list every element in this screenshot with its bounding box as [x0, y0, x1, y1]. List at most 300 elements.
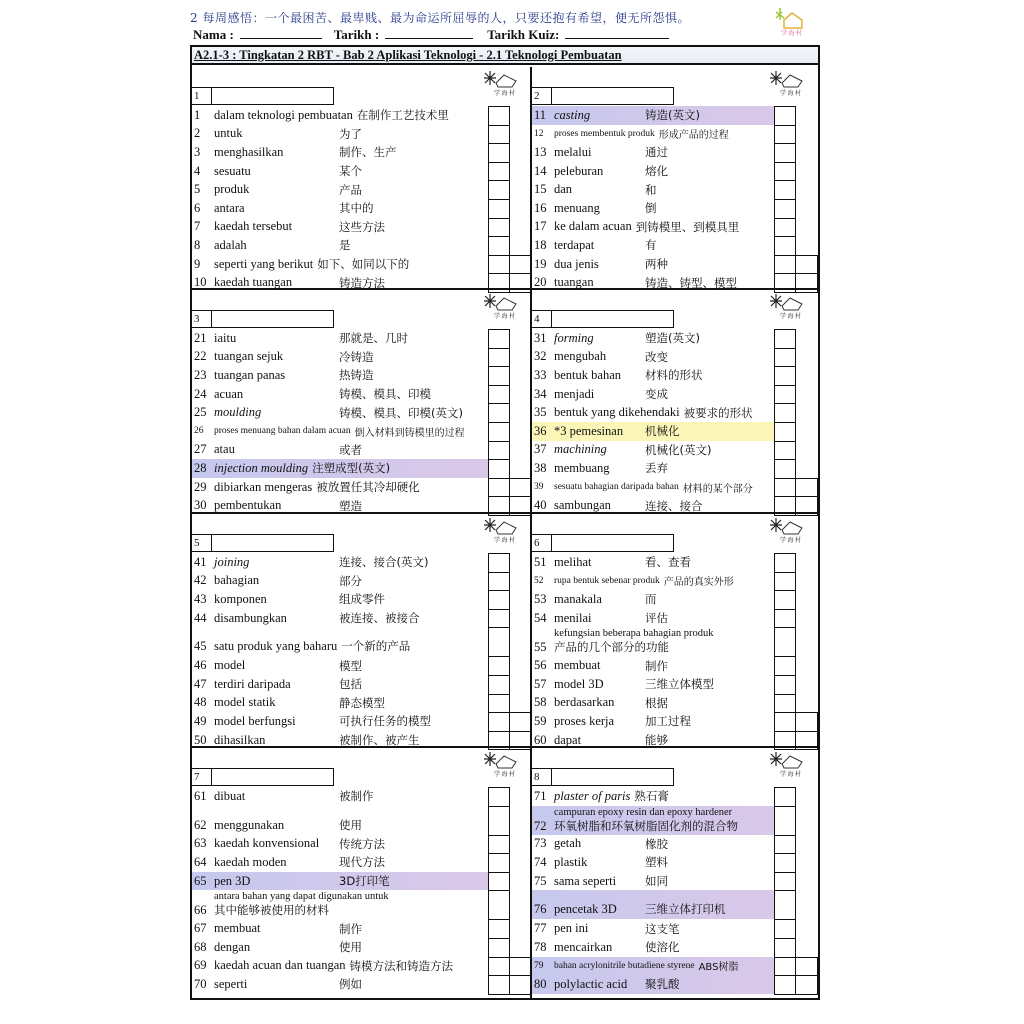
- chinese-translation: 这支笔: [645, 921, 680, 936]
- malay-term: pencetak 3D: [554, 902, 617, 917]
- chinese-translation: ABS树脂: [698, 962, 739, 974]
- item-number: 29: [194, 479, 207, 494]
- answer-box[interactable]: [774, 957, 796, 977]
- malay-term: rupa bentuk sebenar produk: [554, 575, 660, 586]
- chinese-translation: 机械化(英文): [645, 442, 712, 457]
- item-number: 16: [534, 200, 547, 215]
- answer-box[interactable]: [488, 890, 510, 920]
- vocab-row: [532, 835, 774, 854]
- malay-term: melalui: [554, 144, 592, 159]
- item-number: 47: [194, 676, 207, 691]
- section-name-field[interactable]: [212, 768, 334, 786]
- item-number: 6: [194, 200, 201, 215]
- item-number: 56: [534, 658, 547, 673]
- malay-term: seperti: [214, 976, 248, 991]
- vocab-row: [532, 366, 774, 385]
- answer-box-extra[interactable]: [795, 957, 818, 977]
- malay-term: mengubah: [554, 349, 607, 364]
- malay-term: adalah: [214, 237, 247, 252]
- worksheet-title: A2.1-3 : Tingkatan 2 RBT - Bab 2 Aplikasi Teknologi - 2.1 Teknologi Pembuatan: [192, 47, 818, 65]
- item-number: 30: [194, 498, 207, 513]
- answer-box[interactable]: [488, 441, 510, 461]
- chinese-translation: 丢弃: [645, 461, 668, 476]
- item-number: 20: [534, 275, 547, 290]
- answer-box[interactable]: [774, 329, 796, 349]
- chinese-translation: 被连接、被接合: [339, 611, 420, 626]
- vocab-row: [192, 590, 488, 609]
- malay-term: manakala: [554, 591, 602, 606]
- answer-box[interactable]: [774, 627, 796, 657]
- chinese-translation: 可执行任务的模型: [339, 714, 431, 729]
- malay-term: proses membentuk produk: [554, 128, 655, 139]
- answer-box[interactable]: [774, 255, 796, 275]
- chinese-translation: 有: [645, 238, 657, 253]
- answer-box[interactable]: [774, 872, 796, 892]
- vocab-row: [532, 478, 774, 497]
- quiz-date-label: Tarikh Kuiz:: [487, 27, 560, 42]
- chinese-translation: 塑造: [339, 498, 362, 513]
- malay-term: plaster of paris: [554, 788, 631, 803]
- chinese-translation: 三维立体打印机: [645, 902, 726, 917]
- malay-term: pembentukan: [214, 498, 282, 513]
- answer-box[interactable]: [774, 106, 796, 126]
- item-number: 50: [194, 732, 207, 747]
- answer-box-extra[interactable]: [509, 957, 532, 977]
- section-number: 2: [532, 87, 552, 105]
- chinese-translation: 形成产品的过程: [658, 130, 729, 142]
- vocab-row: [532, 403, 774, 422]
- malay-term: berdasarkan: [554, 695, 615, 710]
- answer-box[interactable]: [488, 787, 510, 807]
- item-number: 55: [534, 640, 547, 655]
- answer-box[interactable]: [488, 125, 510, 145]
- chinese-translation: 那就是、几时: [339, 331, 408, 346]
- section-number: 5: [192, 534, 212, 552]
- item-number: 66: [194, 903, 207, 918]
- answer-box[interactable]: [774, 853, 796, 873]
- item-number: 37: [534, 442, 547, 457]
- answer-box[interactable]: [774, 385, 796, 405]
- item-number: 28: [194, 460, 207, 475]
- section-name-field[interactable]: [212, 534, 334, 552]
- vocab-row: [532, 106, 774, 125]
- malay-term: joining: [214, 554, 250, 569]
- malay-term: dapat: [554, 732, 582, 747]
- item-number: 39: [534, 482, 544, 493]
- item-number: 25: [194, 405, 207, 420]
- malay-term: mencairkan: [554, 939, 613, 954]
- vocab-row: [192, 366, 488, 385]
- chinese-translation: 制作: [645, 658, 668, 673]
- worksheet: [190, 45, 820, 1000]
- answer-box-extra[interactable]: [509, 975, 532, 995]
- answer-box[interactable]: [488, 656, 510, 676]
- malay-term: model 3D: [554, 676, 604, 691]
- answer-box-extra[interactable]: [795, 255, 818, 275]
- malay-term: terdiri daripada: [214, 676, 291, 691]
- answer-box[interactable]: [774, 218, 796, 238]
- section-5: [192, 514, 532, 748]
- vocab-row: [192, 627, 488, 656]
- answer-box-extra[interactable]: [509, 712, 532, 732]
- answer-box[interactable]: [774, 553, 796, 573]
- vocab-row: [192, 385, 488, 404]
- quiz-date-field[interactable]: [565, 27, 669, 39]
- section-2: [532, 67, 818, 290]
- section-number: 3: [192, 310, 212, 328]
- vocab-row: [192, 125, 488, 144]
- malay-term: menilai: [554, 610, 592, 625]
- answer-box[interactable]: [488, 366, 510, 386]
- chinese-translation: 静态模型: [339, 695, 385, 710]
- chinese-translation: 连接、接合: [645, 498, 703, 513]
- malay-term: sama seperti: [554, 873, 617, 888]
- malay-term: kaedah tersebut: [214, 219, 293, 234]
- item-number: 9: [194, 256, 201, 271]
- answer-box[interactable]: [774, 694, 796, 714]
- answer-box[interactable]: [488, 694, 510, 714]
- answer-box[interactable]: [774, 441, 796, 461]
- answer-box[interactable]: [488, 553, 510, 573]
- svg-text:学 海 村: 学 海 村: [494, 772, 516, 778]
- vocab-row: [192, 199, 488, 218]
- answer-box[interactable]: [488, 919, 510, 939]
- chinese-translation: 如同: [645, 874, 668, 889]
- vocab-row: [532, 459, 774, 478]
- malay-term: bentuk yang dikehendaki: [554, 405, 680, 420]
- answer-box[interactable]: [488, 627, 510, 657]
- vocab-row: [192, 835, 488, 854]
- malay-term: dibiarkan mengeras: [214, 479, 313, 494]
- answer-box[interactable]: [488, 329, 510, 349]
- item-number: 46: [194, 658, 207, 673]
- name-field[interactable]: [240, 27, 322, 39]
- answer-box[interactable]: [774, 180, 796, 200]
- malay-term: ke dalam acuan: [554, 219, 632, 234]
- answer-box[interactable]: [774, 572, 796, 592]
- malay-term: machining: [554, 442, 607, 457]
- item-number: 10: [194, 275, 207, 290]
- malay-term: model statik: [214, 695, 276, 710]
- item-number: 61: [194, 788, 207, 803]
- section-number: 1: [192, 87, 212, 105]
- section-name-field[interactable]: [552, 310, 674, 328]
- chinese-translation: 改变: [645, 349, 668, 364]
- answer-box[interactable]: [774, 712, 796, 732]
- vocab-row: [192, 329, 488, 348]
- item-number: 72: [534, 818, 547, 833]
- vocab-row: [532, 422, 774, 441]
- answer-box[interactable]: [774, 403, 796, 423]
- chinese-translation: 热铸造: [339, 368, 374, 383]
- vocab-row: [532, 496, 774, 515]
- answer-box[interactable]: [774, 919, 796, 939]
- section-name-field[interactable]: [212, 310, 334, 328]
- chinese-translation: 材料的某个部分: [682, 483, 753, 495]
- answer-box[interactable]: [774, 236, 796, 256]
- answer-box[interactable]: [488, 853, 510, 873]
- chinese-translation: 铸模、模具、印模(英文): [339, 405, 463, 420]
- answer-box[interactable]: [774, 656, 796, 676]
- section-3: [192, 290, 532, 514]
- malay-term: peleburan: [554, 163, 604, 178]
- answer-box[interactable]: [774, 422, 796, 442]
- malay-term: model: [214, 658, 246, 673]
- vocab-row: [192, 218, 488, 237]
- vocab-row: [192, 180, 488, 199]
- answer-box[interactable]: [774, 366, 796, 386]
- answer-box-extra[interactable]: [795, 975, 818, 995]
- answer-box[interactable]: [488, 385, 510, 405]
- chinese-translation: 机械化: [645, 424, 680, 439]
- school-logo-icon: [772, 4, 806, 38]
- malay-term: injection moulding: [214, 460, 309, 475]
- malay-term: antara: [214, 200, 245, 215]
- vocab-row: [192, 694, 488, 713]
- vocab-row: [192, 787, 488, 806]
- malay-term: menjadi: [554, 386, 595, 401]
- vocab-row: [532, 890, 774, 919]
- chinese-translation: 能够: [645, 733, 668, 748]
- malay-term: dibuat: [214, 788, 246, 803]
- section-name-field[interactable]: [552, 87, 674, 105]
- item-number: 33: [534, 367, 547, 382]
- vocab-row: [532, 919, 774, 938]
- school-logo-icon: [768, 516, 806, 544]
- vocab-row: [532, 385, 774, 404]
- chinese-translation: 看、查看: [645, 555, 691, 570]
- vocab-row: [532, 441, 774, 460]
- vocab-row: [192, 975, 488, 994]
- answer-box[interactable]: [774, 787, 796, 807]
- chinese-translation: 在制作工艺技术里: [356, 108, 449, 123]
- answer-box[interactable]: [488, 590, 510, 610]
- chinese-translation: 变成: [645, 387, 668, 402]
- item-number: 17: [534, 219, 547, 234]
- section-name-field[interactable]: [552, 768, 674, 786]
- answer-box[interactable]: [488, 459, 510, 479]
- malay-term: casting: [554, 107, 591, 122]
- svg-text:学 海 村: 学 海 村: [780, 538, 802, 544]
- answer-box[interactable]: [488, 348, 510, 368]
- chinese-translation: 现代方法: [339, 855, 385, 870]
- answer-box[interactable]: [774, 162, 796, 182]
- section-7: [192, 748, 532, 1000]
- answer-box[interactable]: [774, 590, 796, 610]
- vocab-row: [192, 106, 488, 125]
- vocab-row: [192, 675, 488, 694]
- malay-term: plastik: [554, 854, 588, 869]
- vocab-row: [192, 919, 488, 938]
- chinese-translation: 使用: [339, 940, 362, 955]
- item-number: 41: [194, 554, 207, 569]
- item-number: 77: [534, 921, 547, 936]
- answer-box[interactable]: [774, 143, 796, 163]
- malay-term: antara bahan yang dapat digunakan untuk: [214, 891, 389, 903]
- vocab-row: [532, 236, 774, 255]
- malay-term: atau: [214, 442, 235, 457]
- chinese-translation: 环氧树脂和环氧树脂固化剂的混合物: [554, 818, 738, 833]
- answer-box[interactable]: [774, 199, 796, 219]
- answer-box[interactable]: [774, 975, 796, 995]
- answer-box[interactable]: [774, 806, 796, 836]
- item-number: 19: [534, 256, 547, 271]
- item-number: 53: [534, 591, 547, 606]
- school-logo-icon: [482, 69, 520, 97]
- answer-box-extra[interactable]: [795, 712, 818, 732]
- answer-box[interactable]: [488, 106, 510, 126]
- chinese-translation: 根据: [645, 695, 668, 710]
- vocab-row: [192, 162, 488, 181]
- answer-box[interactable]: [488, 835, 510, 855]
- answer-box[interactable]: [488, 162, 510, 182]
- answer-box[interactable]: [774, 478, 796, 498]
- item-number: 27: [194, 442, 207, 457]
- chinese-translation: 组成零件: [339, 592, 385, 607]
- chinese-translation: 倒入材料到铸模里的过程: [354, 427, 465, 439]
- item-number: 58: [534, 695, 547, 710]
- answer-box[interactable]: [488, 255, 510, 275]
- malay-term: model berfungsi: [214, 713, 296, 728]
- date-label: Tarikh :: [333, 27, 380, 42]
- item-number: 73: [534, 836, 547, 851]
- item-number: 13: [534, 144, 547, 159]
- school-logo-icon: [768, 69, 806, 97]
- malay-term: komponen: [214, 591, 267, 606]
- section-number: 7: [192, 768, 212, 786]
- vocab-row: [532, 787, 774, 806]
- item-number: 64: [194, 854, 207, 869]
- answer-box[interactable]: [488, 806, 510, 836]
- item-number: 43: [194, 591, 207, 606]
- answer-box[interactable]: [488, 478, 510, 498]
- answer-box[interactable]: [488, 218, 510, 238]
- section-number: 4: [532, 310, 552, 328]
- section-name-field[interactable]: [552, 534, 674, 552]
- malay-term: membuat: [554, 658, 601, 673]
- vocab-row: [192, 459, 488, 478]
- answer-box[interactable]: [488, 957, 510, 977]
- answer-box[interactable]: [774, 835, 796, 855]
- answer-box[interactable]: [774, 890, 796, 920]
- item-number: 5: [194, 182, 201, 197]
- answer-box[interactable]: [488, 180, 510, 200]
- malay-term: sambungan: [554, 498, 611, 513]
- item-number: 57: [534, 676, 547, 691]
- answer-box[interactable]: [774, 459, 796, 479]
- vocab-row: [532, 627, 774, 656]
- item-number: 7: [194, 219, 201, 234]
- vocab-row: [192, 441, 488, 460]
- item-number: 1: [194, 107, 201, 122]
- vocab-row: [532, 712, 774, 731]
- section-header: [192, 768, 334, 786]
- malay-term: sesuatu: [214, 163, 251, 178]
- answer-box[interactable]: [488, 199, 510, 219]
- chinese-translation: 铸模、模具、印模: [339, 387, 431, 402]
- malay-term: kaedah konvensional: [214, 836, 320, 851]
- chinese-translation: 被放置任其冷却硬化: [316, 480, 420, 495]
- answer-box[interactable]: [774, 348, 796, 368]
- svg-text:学 海 村: 学 海 村: [780, 314, 802, 320]
- answer-box[interactable]: [488, 403, 510, 423]
- date-field[interactable]: [385, 27, 473, 39]
- chinese-translation: 或者: [339, 442, 362, 457]
- svg-text:学 海 村: 学 海 村: [781, 31, 803, 37]
- answer-box[interactable]: [774, 938, 796, 958]
- answer-box-extra[interactable]: [509, 255, 532, 275]
- vocab-row: [192, 348, 488, 367]
- chinese-translation: 使用: [339, 817, 362, 832]
- answer-box-extra[interactable]: [795, 478, 818, 498]
- malay-term: bahagian: [214, 573, 260, 588]
- vocab-row: [532, 806, 774, 835]
- chinese-translation: 到铸模里、到模具里: [635, 219, 740, 234]
- chinese-translation: 评估: [645, 611, 668, 626]
- answer-box[interactable]: [488, 872, 510, 892]
- answer-box[interactable]: [774, 125, 796, 145]
- answer-box[interactable]: [488, 675, 510, 695]
- section-name-field[interactable]: [212, 87, 334, 105]
- item-number: 21: [194, 330, 207, 345]
- answer-box[interactable]: [488, 572, 510, 592]
- answer-box[interactable]: [488, 422, 510, 442]
- item-number: 60: [534, 732, 547, 747]
- answer-box[interactable]: [488, 236, 510, 256]
- vocab-row: [532, 218, 774, 237]
- answer-box[interactable]: [488, 975, 510, 995]
- malay-term: menghasilkan: [214, 144, 284, 159]
- answer-box[interactable]: [774, 609, 796, 629]
- chinese-translation: 其中能够被使用的材料: [214, 903, 329, 918]
- item-number: 18: [534, 237, 547, 252]
- chinese-translation: 熔化: [645, 164, 668, 179]
- answer-box[interactable]: [488, 609, 510, 629]
- malay-term: satu produk yang baharu: [214, 639, 338, 654]
- vocab-row: [192, 853, 488, 872]
- vocab-row: [532, 162, 774, 181]
- vocab-row: [532, 255, 774, 274]
- chinese-translation: 聚乳酸: [645, 977, 680, 992]
- answer-box[interactable]: [488, 712, 510, 732]
- item-number: 42: [194, 573, 207, 588]
- malay-term: terdapat: [554, 237, 595, 252]
- malay-term: getah: [554, 836, 582, 851]
- vocab-row: [532, 329, 774, 348]
- vocab-row: [532, 872, 774, 891]
- chinese-translation: 注塑成型(英文): [312, 461, 391, 476]
- malay-term: bentuk bahan: [554, 367, 621, 382]
- vocab-row: [192, 872, 488, 891]
- malay-term: dengan: [214, 939, 251, 954]
- vocab-row: [192, 957, 488, 976]
- chinese-translation: 铸造方法: [339, 275, 385, 290]
- answer-box[interactable]: [774, 675, 796, 695]
- chinese-translation: 使溶化: [645, 940, 680, 955]
- chinese-translation: 制作、生产: [339, 145, 397, 160]
- malay-term: dihasilkan: [214, 732, 266, 747]
- answer-box-extra[interactable]: [509, 478, 532, 498]
- malay-term: bahan acrylonitrile butadiene styrene: [554, 960, 695, 971]
- malay-term: proses menuang bahan dalam acuan: [214, 426, 351, 437]
- vocab-row: [192, 403, 488, 422]
- vocab-row: [192, 938, 488, 957]
- svg-text:学 海 村: 学 海 村: [780, 772, 802, 778]
- section-number: 6: [532, 534, 552, 552]
- item-number: 63: [194, 836, 207, 851]
- answer-box[interactable]: [488, 143, 510, 163]
- answer-box[interactable]: [488, 938, 510, 958]
